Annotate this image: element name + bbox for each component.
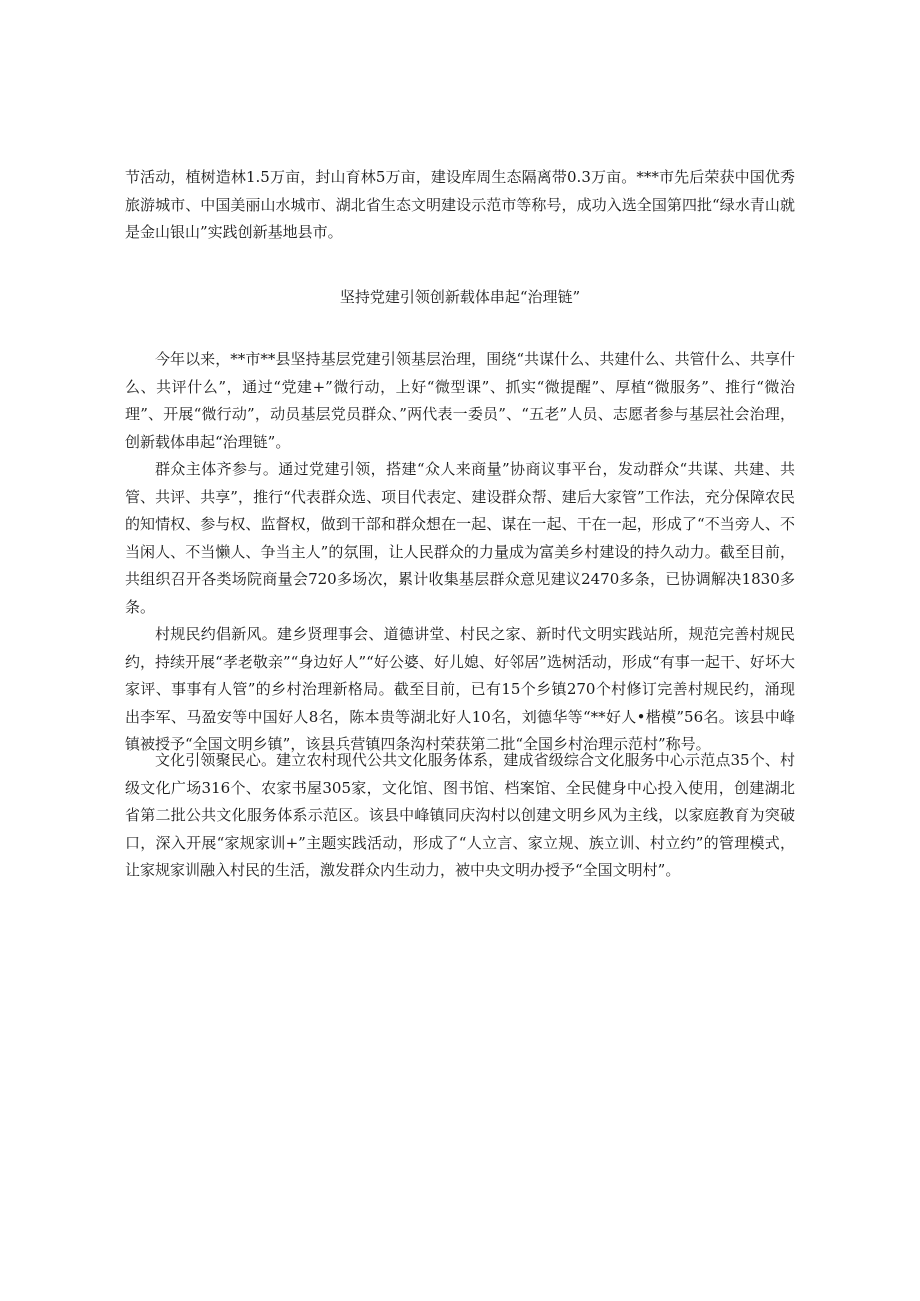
culture-text-block xyxy=(125,747,795,885)
opening-text-block xyxy=(125,164,795,247)
culture-paragraph: 文化引领聚民心。建立农村现代公共文化服务体系，建成省级综合文化服务中心示范点35个、村级文化广场316个、农家书屋305家，文化馆、图书馆、档案馆、全民健身中心投入使用，创建湖北省第二批公共文化服务体系示范区。该县中峰镇同庆沟村以创建文明乡风为主线，以家庭教育为突破口，深入开展“家规家训+”主题实践活动，形成了“人立言、家立规、族立训、村立约”的管理模式，让家规家训融入村民的生活，激发群众内生动力，被中央文明办授予“全国文明村”。 xyxy=(125,751,795,879)
mass-participation-paragraph: 群众主体齐参与。通过党建引领，搭建“众人来商量”协商议事平台，发动群众“共谋、共建、共管、共评、共享”，推行“代表群众选、项目代表定、建设群众帮、建后大家管”工作法，充分保障农民的知情权、参与权、监督权，做到干部和群众想在一起、谋在一起、干在一起，形成了“不当旁人、不当闲人、不当懒人、争当主人”的氛围，让人民群众的力量成为富美乡村建设的持久动力。截至目前，共组织召开各类场院商量会720多场次，累计收集基层群众意见建议2470多条，已协调解决1830多条。 xyxy=(125,460,795,616)
section-heading: 坚持党建引领创新载体串起“治理链” xyxy=(339,288,581,306)
village-rules-paragraph: 村规民约倡新风。建乡贤理事会、道德讲堂、村民之家、新时代文明实践站所，规范完善村规民约，持续开展“孝老敬亲”“身边好人”“好公婆、好儿媳、好邻居”选树活动，形成“有事一起干、好坏大家评、事事有人管”的乡村治理新格局。截至目前，已有15个乡镇270个村修订完善村规民约，涌现出李军、马盈安等中国好人8名，陈本贵等湖北好人10名，刘德华等“**好人•楷模”56名。该县中峰镇被授予“全国文明乡镇”，该县兵营镇四条沟村荣获第二批“全国乡村治理示范村”称号。 xyxy=(125,625,795,753)
intro-paragraph: 今年以来，**市**县坚持基层党建引领基层治理，围绕“共谋什么、共建什么、共管什么、共享什么、共评什么”，通过“党建+”微行动，上好“微型课”、抓实“微提醒”、厚植“微服务”、推行“微治理”、开展“微行动”，动员基层党员群众、”两代表一委员”、“五老”人员、志愿者参与基层社会治理，创新载体串起“治理链”。 xyxy=(125,350,795,451)
opening-paragraph: 节活动，植树造林1.5万亩，封山育林5万亩，建设库周生态隔离带0.3万亩。***市先后荣获中国优秀旅游城市、中国美丽山水城市、湖北省生态文明建设示范市等称号，成功入选全国第四批“绿水青山就是金山银山”实践创新基地县市。 xyxy=(125,168,795,241)
body-text-block xyxy=(125,346,795,759)
